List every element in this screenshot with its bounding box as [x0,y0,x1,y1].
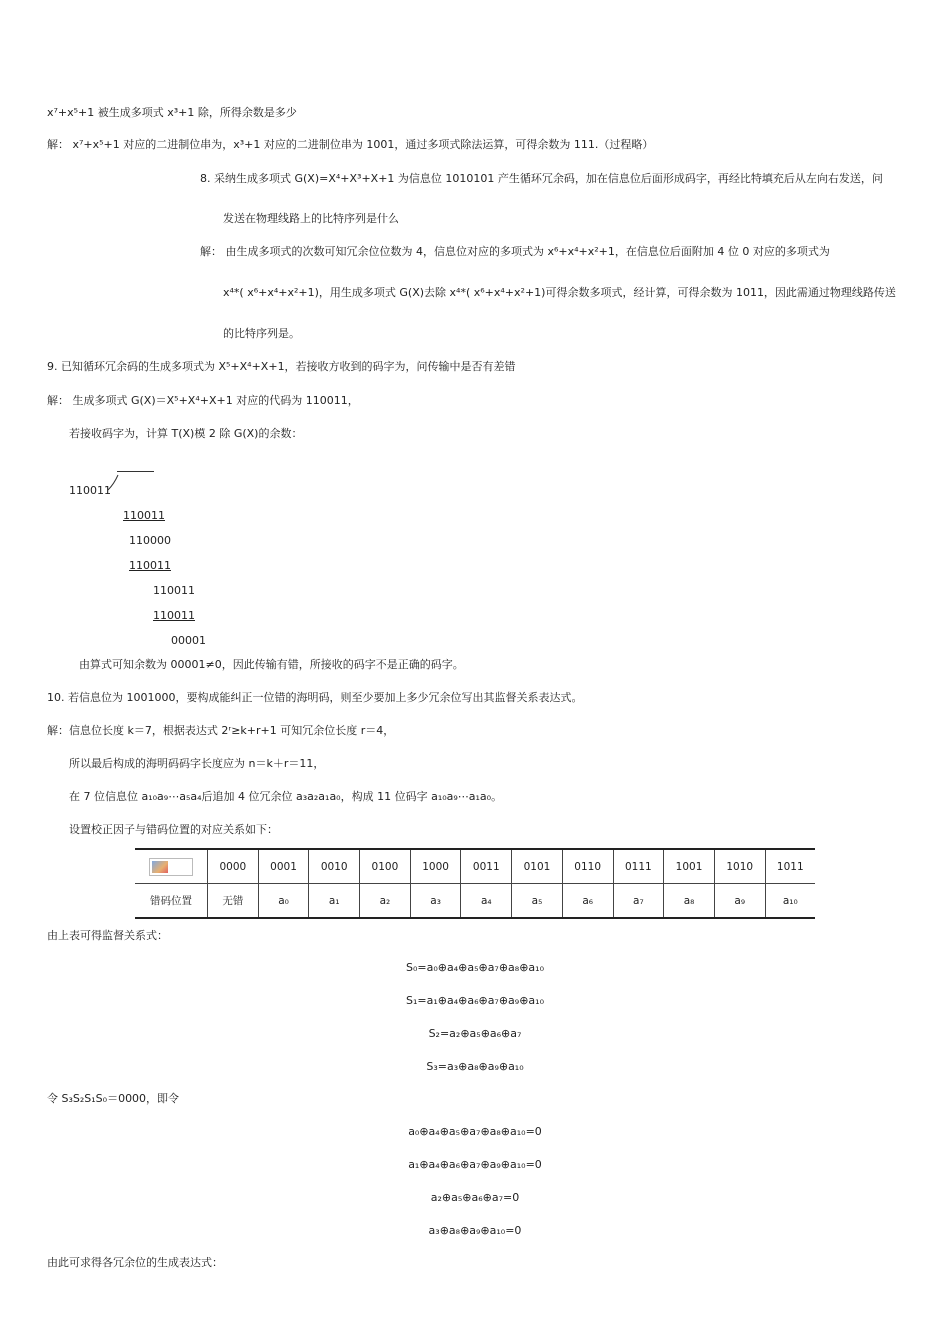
relation-s3: S₃=a₃⊕a₈⊕a₉⊕a₁₀ [426,1060,524,1073]
table-cell: a₁₀ [765,884,815,919]
table-cell: 1010 [714,849,765,884]
q7-answer: 解： x⁷+x⁵+1 对应的二进制位串为，x³+1 对应的二进制位串为 1001，通过多项式除法运算，可得余数为 111.（过程略） [47,138,654,151]
table-row [135,884,815,919]
image-placeholder-icon [149,858,193,876]
q8-answer-1: 解： 由生成多项式的次数可知冗余位位数为 4，信息位对应的多项式为 x⁶+x⁴+x²+1，在信息位后面附加 4 位 0 对应的多项式为 [200,245,830,258]
table-cell: a₃ [410,884,461,919]
q9-title: 9. 已知循环冗余码的生成多项式为 X⁵+X⁴+X+1，若接收方收到的码字为，问传输中是否有差错 [47,360,516,373]
table-cell: 0010 [309,849,360,884]
q10-last: 由此可求得各冗余位的生成表达式： [47,1256,223,1269]
q9-answer-2: 若接收码字为，计算 T(X)模 2 除 G(X)的余数： [69,427,303,440]
table-cell: a₈ [664,884,715,919]
division-step-2: 110000 [129,534,171,547]
relation-s2: S₂=a₂⊕a₅⊕a₆⊕a₇ [428,1027,522,1040]
q8-answer-2: x⁴*( x⁶+x⁴+x²+1)，用生成多项式 G(X)去除 x⁴*( x⁶+x⁴+x²+1)可得余数多项式，经计算，可得余数为 1011，因此需通过物理线路传送 [223,286,896,299]
equation-1: a₀⊕a₄⊕a₅⊕a₇⊕a₈⊕a₁₀=0 [408,1125,542,1138]
division-step-4: 110011 [153,584,195,597]
syndrome-table [135,848,815,919]
table-cell: 0111 [613,849,664,884]
table-cell: 1001 [664,849,715,884]
q9-conclusion: 由算式可知余数为 00001≠0，因此传输有错，所接收的码字不是正确的码字。 [79,658,464,671]
q10-answer-1: 解：信息位长度 k＝7，根据表达式 2ʳ≥k+r+1 可知冗余位长度 r＝4， [47,724,395,737]
table-cell: 无错 [208,884,259,919]
table-cell: 1000 [410,849,461,884]
table-row-label: 错码位置 [135,884,208,919]
q10-from-table: 由上表可得监督关系式： [47,929,168,942]
equation-2: a₁⊕a₄⊕a₆⊕a₇⊕a₉⊕a₁₀=0 [408,1158,542,1171]
division-step-5: 110011 [153,609,195,622]
relation-s1: S₁=a₁⊕a₄⊕a₆⊕a₇⊕a₉⊕a₁₀ [405,994,544,1007]
table-cell: a₄ [461,884,512,919]
division-step-1: 110011 [123,509,165,522]
division-remainder: 00001 [171,634,206,647]
q10-answer-3: 在 7 位信息位 a₁₀a₉⋯a₅a₄后追加 4 位冗余位 a₃a₂a₁a₀，构成 11 位码字 a₁₀a₉⋯a₁a₀。 [69,790,503,803]
table-cell: a₁ [309,884,360,919]
table-cell: 1011 [765,849,815,884]
table-cell: 0110 [562,849,613,884]
equation-4: a₃⊕a₈⊕a₉⊕a₁₀=0 [428,1224,522,1237]
table-cell: 0001 [258,849,309,884]
table-cell: 0101 [512,849,563,884]
q8-line1: 8. 采纳生成多项式 G(X)=X⁴+X³+X+1 为信息位 1010101 产生循环冗余码，加在信息位后面形成码字，再经比特填充后从左向右发送，问 [200,172,883,185]
table-cell: a₂ [360,884,411,919]
q10-title: 10. 若信息位为 1001000，要构成能纠正一位错的海明码，则至少要加上多少冗余位写出其监督关系表达式。 [47,691,583,704]
division-bar [117,471,154,472]
table-cell: a₇ [613,884,664,919]
q9-answer-1: 解： 生成多项式 G(X)＝X⁵+X⁴+X+1 对应的代码为 110011， [47,394,359,407]
division-step-3: 110011 [129,559,171,572]
relation-s0: S₀=a₀⊕a₄⊕a₅⊕a₇⊕a₈⊕a₁₀ [405,961,544,974]
q8-line2: 发送在物理线路上的比特序列是什么 [223,212,399,225]
table-cell: a₉ [714,884,765,919]
table-cell: a₅ [512,884,563,919]
q10-let: 令 S₃S₂S₁S₀＝0000，即令 [47,1092,180,1105]
q8-answer-3: 的比特序列是。 [223,327,300,340]
table-cell: 0100 [360,849,411,884]
q7-title: x⁷+x⁵+1 被生成多项式 x³+1 除，所得余数是多少 [47,106,297,119]
table-cell: a₆ [562,884,613,919]
q10-answer-4: 设置校正因子与错码位置的对应关系如下： [69,823,278,836]
table-cell: a₀ [258,884,309,919]
table-cell: 0011 [461,849,512,884]
equation-3: a₂⊕a₅⊕a₆⊕a₇=0 [430,1191,520,1204]
table-row [135,849,815,884]
table-cell: 0000 [208,849,259,884]
division-divisor: 110011 [69,484,111,497]
q10-answer-2: 所以最后构成的海明码码字长度应为 n＝k＋r＝11， [69,757,325,770]
table-cell [135,849,208,884]
